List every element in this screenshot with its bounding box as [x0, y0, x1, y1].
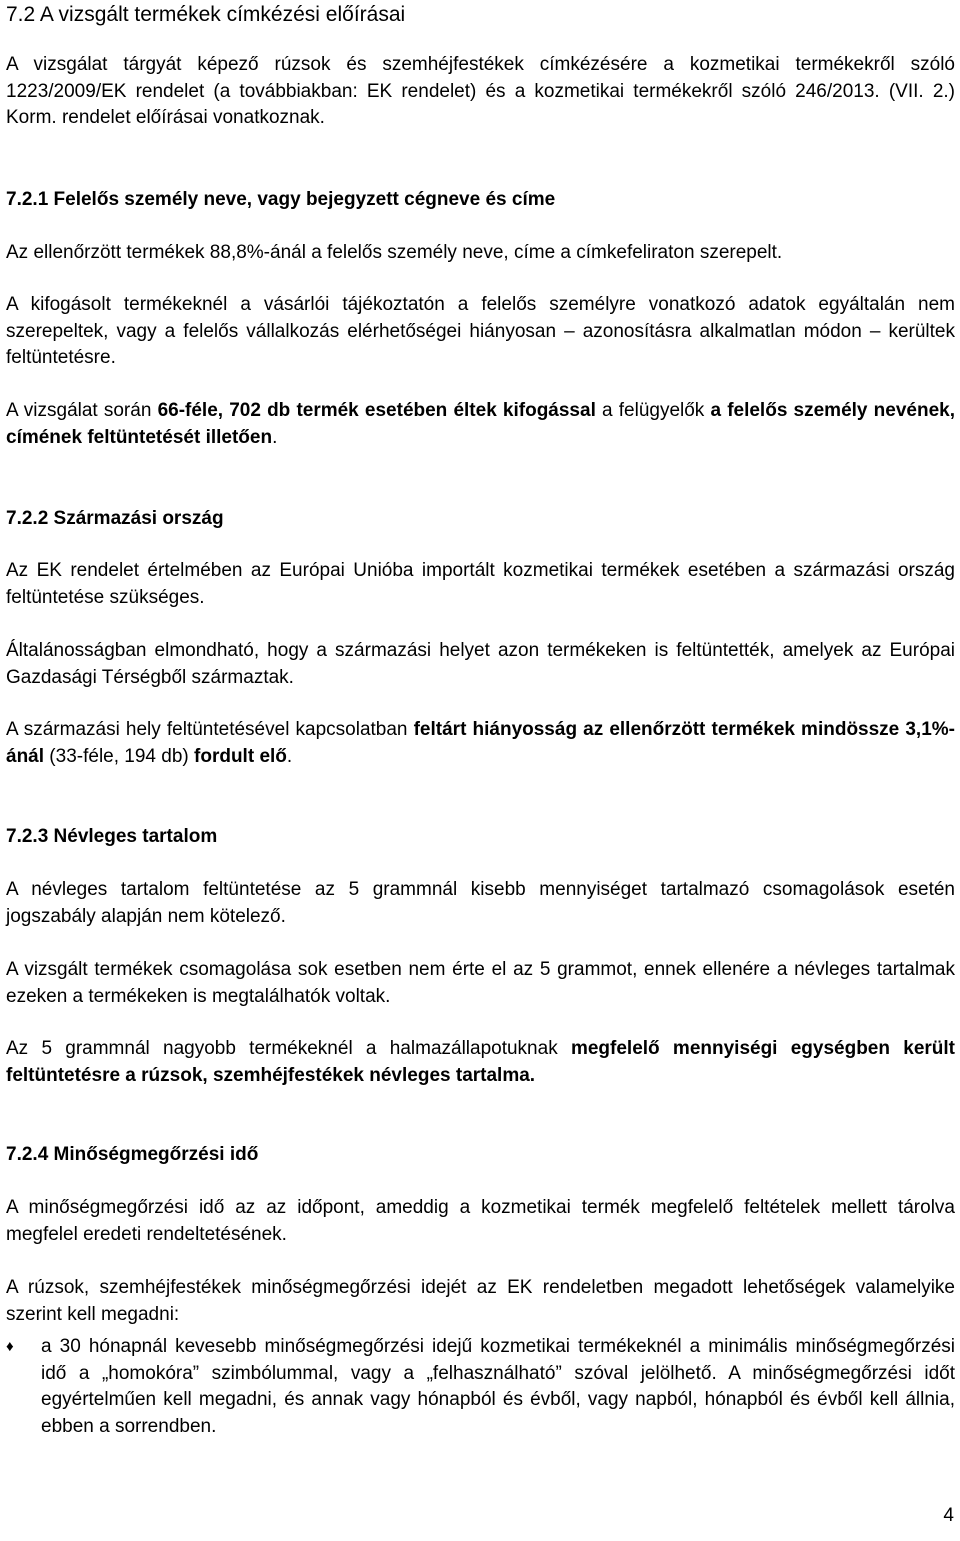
text-run: A származási hely feltüntetésével kapcsolatban — [6, 719, 414, 740]
paragraph-721-2: A kifogásolt termékeknél a vásárlói tájékoztatón a felelős személyre vonatkozó adatok egyáltalán nem szerepeltek, vagy a felelős vállalkozás elérhetőségei hiányosan – azonosításra alkalmatlan módon – kerültek feltüntetésre. — [6, 294, 955, 368]
paragraph-723-2: A vizsgált termékek csomagolása sok esetben nem érte el az 5 grammot, ennek ellenére a névleges tartalmak ezeken a termékeken is megtalálhatók voltak. — [6, 959, 955, 1007]
text-run: . — [286, 745, 293, 767]
subsection-title-724: 7.2.4 Minőségmegőrzési idő — [6, 1144, 259, 1165]
paragraph-722-1: Az EK rendelet értelmében az Európai Unióba importált kozmetikai termékek esetében a származási ország feltüntetése szükséges. — [6, 560, 955, 608]
bold-run: megfelelő mennyiségi egységben került feltüntetésre a rúzsok, szemhéjfestékek névleges tartalma. — [6, 1038, 955, 1086]
paragraph-723-1: A névleges tartalom feltüntetése az 5 grammnál kisebb mennyiséget tartalmazó csomagolások esetén jogszabály alapján nem kötelező. — [6, 879, 955, 927]
paragraph-723-3 — [6, 1036, 955, 1089]
page-number: 4 — [943, 1505, 954, 1526]
subsection-title-721: 7.2.1 Felelős személy neve, vagy bejegyzett cégneve és címe — [6, 189, 556, 210]
subsection-title-722: 7.2.2 Származási ország — [6, 508, 224, 529]
section-title: 7.2 A vizsgált termékek címkézési előírásai — [6, 3, 406, 26]
text-run: A vizsgálat során — [6, 400, 158, 421]
bold-run: fordult elő — [194, 745, 287, 767]
text-run: a felügyelők — [595, 400, 711, 421]
subsection-title-723: 7.2.3 Névleges tartalom — [6, 826, 218, 847]
bold-run: feltárt hiányosság az ellenőrzött termékek mindössze 3,1%-ánál — [6, 719, 955, 767]
paragraph-721-3 — [6, 398, 955, 451]
paragraph-724-2: A rúzsok, szemhéjfestékek minőségmegőrzési idejét az EK rendeletben megadott lehetőségek valamelyike szerint kell megadni: — [6, 1277, 955, 1325]
bold-run: 66-féle, 702 db termék esetében éltek kifogással — [157, 400, 596, 421]
bullet-text: a 30 hónapnál kevesebb minőségmegőrzési idejű kozmetikai termékeknél a minimális minőségmegőrzési idő a „homokóra” szimbólummal, vagy a „felhasználható” szóval jelölhető. A minőségmegőrzési időt egyértelműen kell megadni, és annak vagy hónapból és évből, vagy napból, hónapból és évből kell állnia, ebben a sorrendben. — [41, 1336, 955, 1437]
paragraph-721-1: Az ellenőrzött termékek 88,8%-ánál a felelős személy neve, címe a címkefeliraton szerepelt. — [6, 242, 783, 263]
text-run: (33-féle, 194 db) — [44, 745, 195, 767]
paragraph-724-1: A minőségmegőrzési idő az az időpont, ameddig a kozmetikai termék megfelelő feltételek mellett tárolva megfelel eredeti rendeltetésének. — [6, 1197, 955, 1245]
text-run: Az 5 grammnál nagyobb termékeknél a halmazállapotuknak — [6, 1038, 571, 1059]
paragraph-722-3 — [6, 717, 955, 770]
diamond-bullet-icon: ♦ — [6, 1338, 14, 1355]
bold-run: a felelős személy nevének, címének feltüntetését illetően — [6, 400, 955, 448]
text-run: . — [272, 426, 278, 448]
intro-paragraph: A vizsgálat tárgyát képező rúzsok és szemhéjfestékek címkézésére a kozmetikai termékekről szóló 1223/2009/EK rendelet (a továbbiakban: EK rendelet) és a kozmetikai termékekről szóló 246/2013. (VII. 2.) Korm. rendelet előírásai vonatkoznak. — [6, 54, 955, 128]
paragraph-722-2: Általánosságban elmondható, hogy a származási helyet azon termékeken is feltüntették, amelyek az Európai Gazdasági Térségből származtak. — [6, 640, 955, 688]
